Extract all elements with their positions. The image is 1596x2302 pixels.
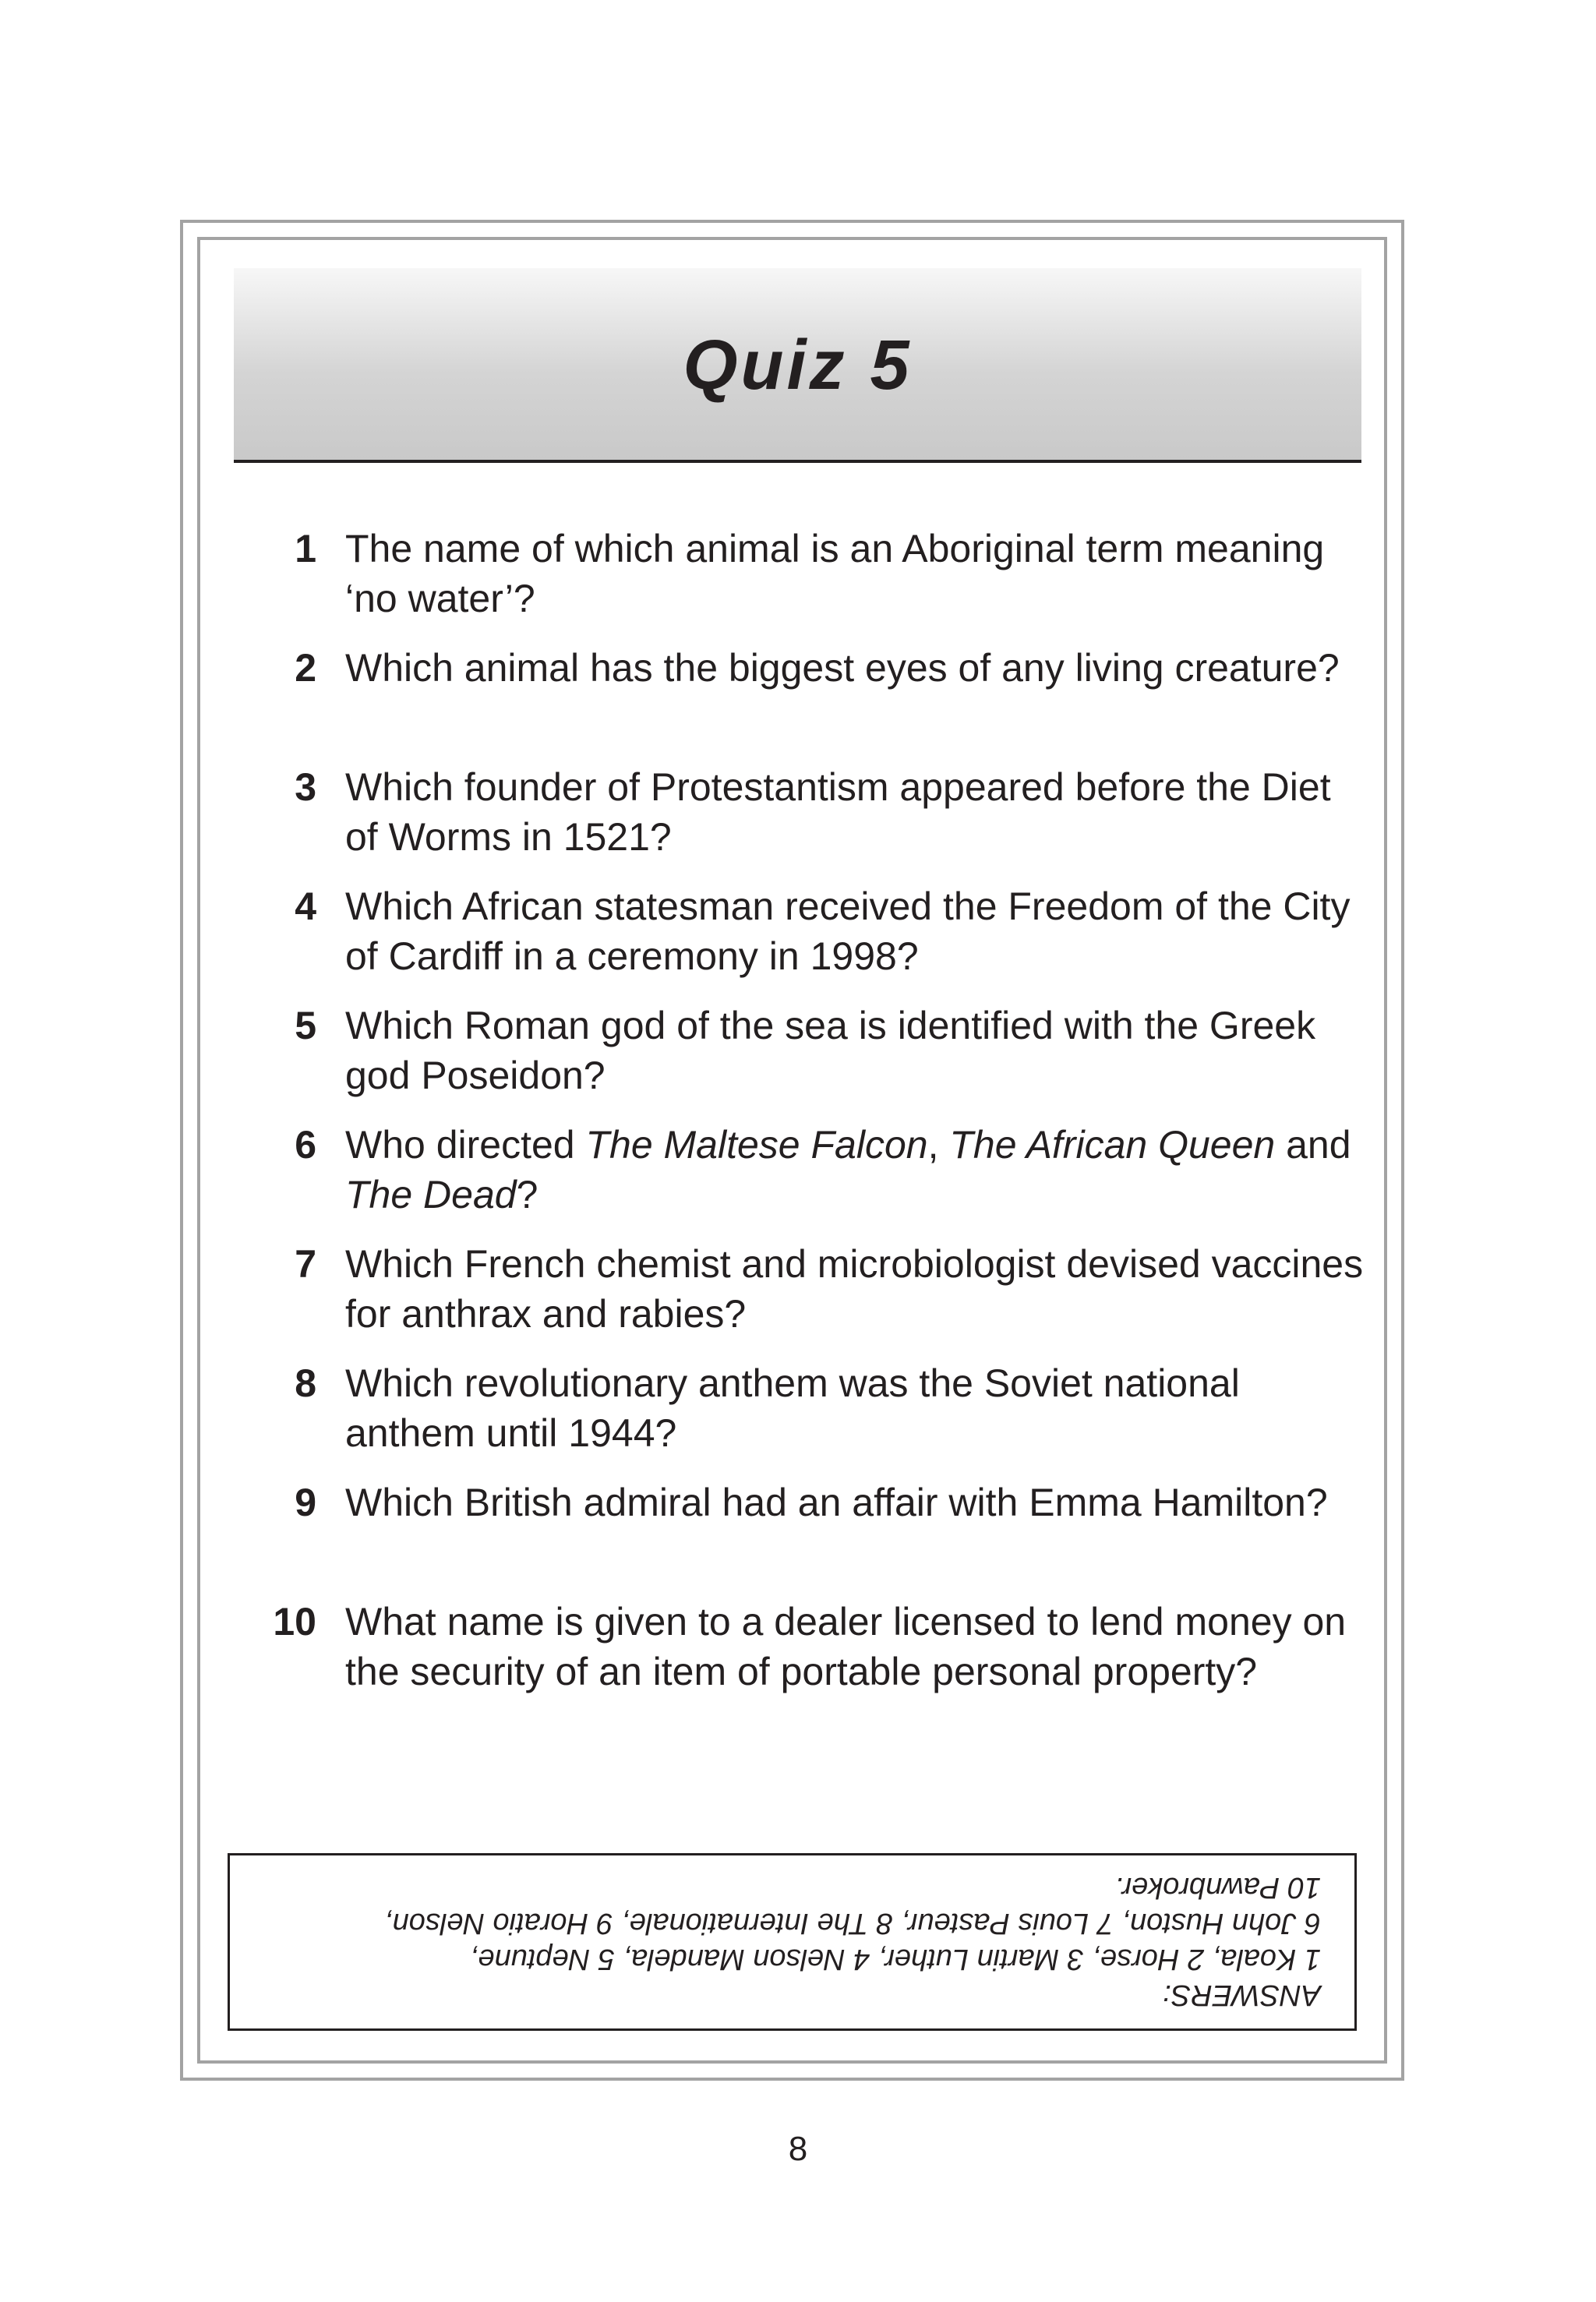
- question-number: 1: [295, 527, 316, 570]
- question-number: 2: [295, 646, 316, 690]
- film-title: The African Queen: [949, 1123, 1276, 1167]
- answers-upside-down: [261, 1869, 1321, 2013]
- film-title: The Maltese Falcon: [585, 1123, 928, 1167]
- question-text: Which Roman god of the sea is identified with the Greek god Poseidon?: [345, 1004, 1316, 1097]
- question-text-part: and: [1275, 1123, 1351, 1167]
- answers-heading: ANSWERS:: [1163, 1979, 1321, 2011]
- question-number: 7: [295, 1242, 316, 1286]
- question-number: 3: [295, 765, 316, 809]
- question-number: 5: [295, 1004, 316, 1047]
- question-number: 10: [273, 1600, 316, 1644]
- question-number: 6: [295, 1123, 316, 1167]
- question-number: 8: [295, 1361, 316, 1405]
- answers-box: [228, 1853, 1357, 2031]
- question-text-part: ,: [927, 1123, 950, 1167]
- title-banner: [234, 268, 1361, 463]
- question-text-part: ?: [516, 1173, 538, 1216]
- question-text: Which founder of Protestantism appeared before the Diet of Worms in 1521?: [345, 765, 1331, 859]
- page-number: 8: [788, 2130, 808, 2168]
- question-text: What name is given to a dealer licensed to lend money on the security of an item of portable personal property?: [345, 1600, 1347, 1693]
- answers-line: 1 Koala, 2 Horse, 3 Martin Luther, 4 Nelson Mandela, 5 Neptune,: [469, 1943, 1321, 1975]
- question-text: Which animal has the biggest eyes of any living creature?: [345, 646, 1340, 690]
- question-text: [345, 1120, 1366, 1220]
- question-text: Which African statesman received the Freedom of the City of Cardiff in a ceremony in 1998?: [345, 884, 1351, 978]
- answers-line: 6 John Huston, 7 Louis Pasteur, 8 The Internationale, 9 Horatio Nelson,: [384, 1907, 1321, 1940]
- quiz-title: Quiz 5: [683, 327, 913, 404]
- question-text-part: Who directed: [345, 1123, 586, 1167]
- question-text: Which revolutionary anthem was the Soviet national anthem until 1944?: [345, 1361, 1240, 1455]
- film-title: The Dead: [345, 1173, 517, 1216]
- question-text: Which French chemist and microbiologist devised vaccines for anthrax and rabies?: [345, 1242, 1364, 1336]
- question-text: Which British admiral had an affair with Emma Hamilton?: [345, 1481, 1328, 1524]
- answers-line: 10 Pawnbroker.: [1114, 1871, 1321, 1904]
- question-number: 4: [295, 884, 316, 928]
- question-number: 9: [295, 1481, 316, 1524]
- question-text: The name of which animal is an Aboriginal term meaning ‘no water’?: [345, 527, 1325, 620]
